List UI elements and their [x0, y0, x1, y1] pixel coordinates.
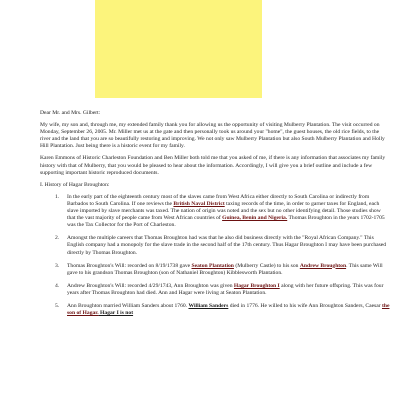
item-text: along with her future offspring. This was four years after Thomas Broughton had died. Ann and Hagar were living at Seaton Plantation. [67, 282, 384, 296]
item-text: Andrew Broughton's Will: recorded 4/29/1743, Ann Broughton was given [67, 282, 234, 289]
item-number: 5. [55, 302, 60, 309]
item-text: Thomas Broughton's Will: recorded on 8/19/1738 gave [67, 262, 192, 269]
item-text: Amongst the multiple careers that Thomas Broughton had was that he also did business directly with the "Royal African Company." This English company had a monopoly for the slave trade in the second half of the 17th century. Thus Hagar Broughton I may have been purchased directly by Thomas Broughton. [67, 235, 387, 256]
list-item [40, 263, 390, 277]
salutation: Dear Mr. and Mrs. Gilbert: [40, 110, 101, 116]
item-number: 1. [55, 193, 60, 200]
list-item [40, 283, 390, 297]
list-item [40, 303, 390, 317]
item-text: Thomas Broughton in the years 1702-1705 was the Tax Collector for the Port of Charleston. [67, 215, 385, 229]
list-item [40, 194, 390, 229]
item-text: (Mulberry Castle) to his son [233, 262, 300, 269]
highlight-text: the son of Hagar. [67, 302, 390, 317]
letter-body [40, 110, 390, 323]
paragraph-request: Karen Emmons of Historic Charleston Foundation and Ben Miller both told me that you asked of me, if there is any information that associates my family history with that of Mulberry, that you would be pleased to hear about the information. Accordingly, I will give you a brief outline and include a few supporting important historic reproduced documents. [40, 155, 386, 176]
highlight-text: British Naval District [173, 200, 225, 207]
item-text: taxing records of the time, in order to garner taxes for England, each slave imported by slave merchants was taxed. The nation of origin was noted and the sex but no other identifying detail. Those studies show that the vast majority of people came from West African countries of [67, 200, 381, 222]
section-heading: I. History of Hagar Broughton: [40, 181, 110, 188]
highlight-text: Guinea, Benin and Nigeria. [222, 215, 288, 222]
item-text: . This same Will gave to his grandson Thomas Broughton (son of Nathaniel Broughton) Kibblesworth Plantation. [67, 262, 383, 276]
item-number: 2. [55, 235, 60, 242]
item-text: In the early part of the eighteenth century most of the slaves came from West Africa either directly to South Carolina or indirectly from Barbados to South Carolina. If one reviews the [67, 193, 370, 207]
list-item [40, 235, 390, 256]
highlight-text: Seaton Plantation [191, 262, 234, 269]
highlight-text: Hagar I is not [98, 310, 134, 317]
sticky-note [95, 0, 262, 98]
highlight-text: Hagar Broughton I [233, 282, 280, 289]
item-number: 3. [55, 262, 60, 269]
highlight-text: Andrew Broughton [299, 262, 347, 269]
item-number: 4. [55, 282, 60, 289]
paragraph-visit: My wife, my son and, through me, my extended family thank you for allowing us the opportunity of visiting Mulberry Plantation. The visit occurred on Monday, September 26, 2005. Mr. Miller met us at the gate and then personally took us around your "home", the guest houses, the old rice fields, to the river and the land that you are so beautifully restoring and improving. We not only saw Mulberry Plantation but also South Mulberry Plantation and Holly Hill Plantation. Just being there is a historic event for my family. [40, 122, 385, 150]
history-list [40, 194, 390, 317]
item-text: died in 1776. He willed to his wife Ann Broughton Sanders, Caesar [228, 302, 382, 309]
highlight-text: William Sanders [188, 302, 229, 309]
item-text: Ann Broughton married William Sanders about 1760. [67, 302, 189, 309]
